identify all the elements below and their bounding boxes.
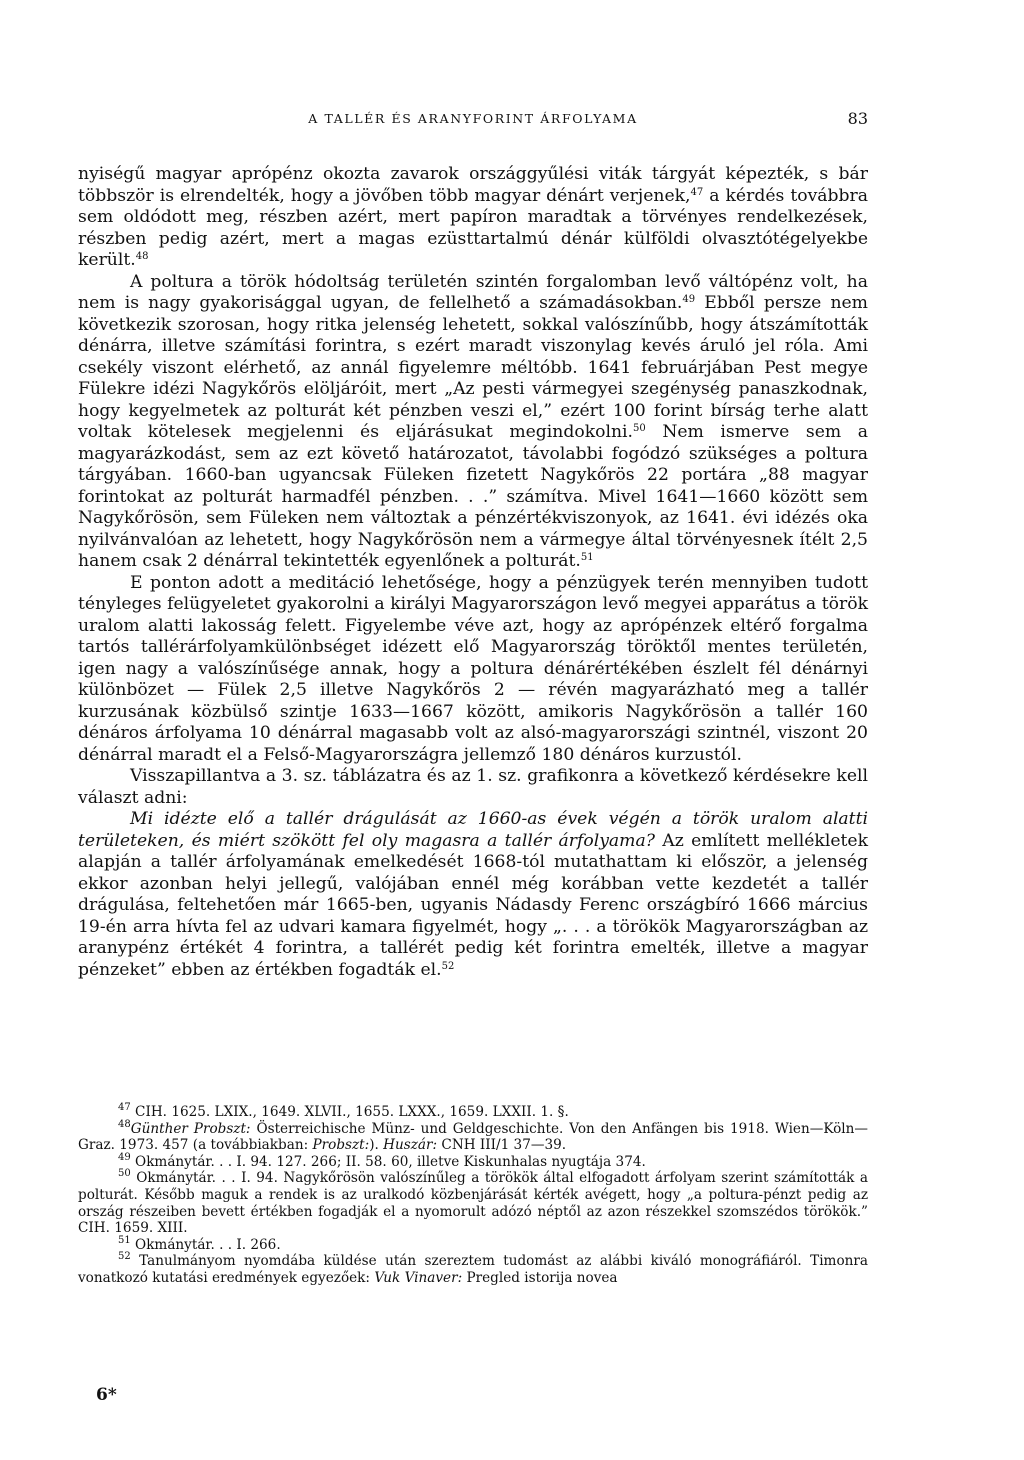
research-question: Mi idézte elő a tallér drágulását az 1660-as évek végén a török uralom alatti területeken, és miért szökött fel oly magasra a tallér árfolyama? <box>78 809 868 851</box>
footnote-48: $^{48}$Günther Probszt: Österreichische Münz- und Geldgeschichte. Von den Anfängen bis 1918. Wien—Köln—Graz. 1973. 457 (a továbbiakban: Probszt:). Huszár: CNH III/1 37—39. <box>78 1118 868 1154</box>
footnote-ref[interactable]: 49 <box>682 294 696 305</box>
body-text <box>78 164 868 981</box>
footnote-49: $^{49}$ Okmánytár. . . I. 94. 127. 266; II. 58. 60, illetve Kiskunhalas nyugtája 374. <box>118 1151 646 1170</box>
footnote-50: $^{50}$ Okmánytár. . . I. 94. Nagykőrösön valószínűleg a törökök által elfogadott árfolyam szerint számították a polturát. Később maguk a rendek is az uralkodó közbenjárását kérték avégett, hogy „a poltura-pénzt pedig az ország részeiben bevett értékben fogadják el a nyomorult adózó néptől az azon részekkel szomszédos törökök.” CIH. 1659. XIII. <box>78 1168 868 1237</box>
running-head: A TALLÉR ÉS ARANYFORINT ÁRFOLYAMA <box>308 111 638 126</box>
footnote-47: $^{47}$ CIH. 1625. LXIX., 1649. XLVII., 1655. LXXX., 1659. LXXII. 1. §. <box>118 1102 569 1120</box>
footnote-ref[interactable]: 52 <box>441 960 455 972</box>
paragraph: nyiségű magyar aprópénz okozta zavarok országgyűlési viták tárgyát képezték, s bár többször is elrendelték, hogy a jövőben több magyar dénárt verjenek,$^{47}$ a kérdés továbbra sem oldódott meg, részben azért, mert papíron maradtak a törvényes rendelkezések, részben pedig azért, mert a magas ezüsttartalmú dénár külföldi olvasztótégelyekbe került.$^{48}$ <box>78 164 868 270</box>
page-header <box>78 107 868 133</box>
footnote-ref[interactable]: 48 <box>135 251 149 262</box>
sheet-signature: 6* <box>96 1385 117 1405</box>
paragraph: E ponton adott a meditáció lehetősége, hogy a pénzügyek terén mennyiben tudott tényleges felügyeletet gyakorolni a királyi Magyarországon levő megyei apparátus a török uralom alatti lakosság felett. Figyelembe véve azt, hogy az aprópénzek eltérő forgalma tartós tallérárfolyamkülönbséget idézett elő Magyarország töröktől mentes területén, igen nagy a valószínűsége annak, hogy a poltura dénárértékében észlelt fél dénárnyi különbözet — Fülek 2,5 illetve Nagykőrös 2 — révén magyarázható meg a tallér kurzusának közbülső szintje 1633—1667 között, amikoris Nagykőrösön a tallér 160 dénáros árfolyama 10 dénárral magasabb volt az alsó-magyarországi szintnél, viszont 20 dénárral maradt el a Felső-Magyarországra jellemző 180 dénáros kurzustól. <box>78 572 868 765</box>
footnote-ref[interactable]: 50 <box>633 423 646 434</box>
footnote-51: $^{51}$ Okmánytár. . . I. 266. <box>118 1234 281 1253</box>
footnotes <box>78 1104 868 1287</box>
paragraph: Visszapillantva a 3. sz. táblázatra és az 1. sz. grafikonra a következő kérdésekre kell választ adni: <box>78 766 868 808</box>
paragraph: A poltura a török hódoltság területén szintén forgalomban levő váltópénz volt, ha nem is nagy gyakorisággal ugyan, de fellelhető a számadásokban.$^{49}$ Ebből persze nem következik szorosan, hogy ritka jelenség lehetett, sokkal valószínűbb, hogy átszámították dénárra, illetve számítási forintra, s ezért maradt viszonylag kevés áruló jel róla. Ami csekély viszont elérhető, az annál figyelemre méltóbb. 1641 februárjában Pest megye Fülekre idézi Nagykőrös elöljáróit, mert „Az pesti vármegyei szegénység panaszkodnak, hogy kegyelmetek az polturát két pénzben veszi el,” ezért 100 forint bírság terhe alatt voltak kötelesek megjelenni és eljárásukat megindokolni.$^{50}$ Nem ismerve sem a magyarázkodást, sem az ezt követő határozatot, távolabbi fogódzó szükséges a poltura tárgyában. 1660-ban ugyancsak Füleken fizetett Nagykőrös 22 portára „88 magyar forintokat az polturát harmadfél pénzben. . .” számítva. Mivel 1641—1660 között sem Nagykőrösön, sem Füleken nem változtak a pénzértékviszonyok, az 1641. évi idézés oka nyilvánvalóan az lehetett, hogy Nagykőrösön nem a vármegye által törvényesnek ítélt 2,5 hanem csak 2 dénárral tekintették egyenlőnek a polturát.$^{51}$ <box>78 271 868 571</box>
paragraph: Mi idézte elő a tallér drágulását az 1660-as évek végén a török uralom alatti területeken, és miért szökött fel oly magasra a tallér árfolyama? Az említett mellékletek alapján a tallér árfolyamának emelkedését 1668-tól mutathattam ki először, a jelenség ekkor azonban helyi jellegű, valójában ennél még korábban vette kezdetét a tallér drágulása, feltehetően már 1665-ben, ugyanis Nádasdy Ferenc országbíró 1666 március 19-én arra hívta fel az udvari kamara figyelmét, hogy „. . . a törökök Magyarországban az aranypénz értékét 4 forintra, a tallérét pedig két forintra emelték, illetve a magyar pénzeket” ebben az értékben fogadták el.$^{52}$ <box>78 809 868 980</box>
footnote-ref[interactable]: 47 <box>690 186 704 198</box>
footnote-ref[interactable]: 51 <box>580 552 594 563</box>
footnote-52: $^{52}$ Tanulmányom nyomdába küldése után szereztem tudomást az alábbi kiváló monográfiáról. Timonra vonatkozó kutatási eredmények egyezőek: Vuk Vinaver: Pregled istorija novea <box>78 1251 868 1286</box>
page-number: 83 <box>847 109 868 128</box>
